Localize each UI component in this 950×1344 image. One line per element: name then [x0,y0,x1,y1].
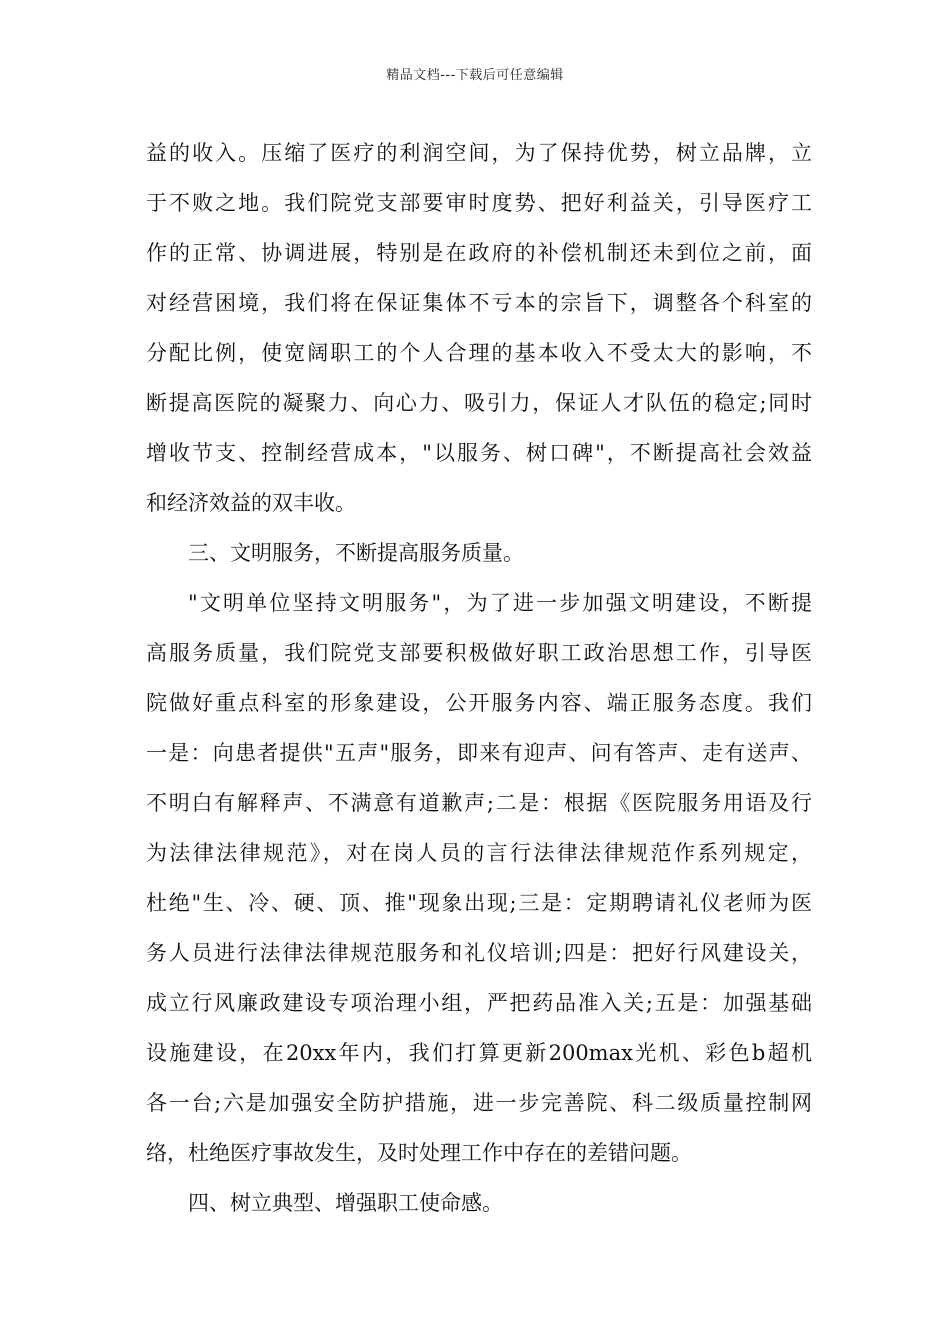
text-line: 益的收入。压缩了医疗的利润空间，为了保持优势，树立品牌，立 [146,141,812,165]
text-line: 增收节支、控制经营成本，"以服务、树口碑"，不断提高社会效益 [146,441,812,465]
text-line: 对经营困境，我们将在保证集体不亏本的宗旨下，调整各个科室的 [146,291,812,315]
text-line: 务人员进行法律法律规范服务和礼仪培训;四是：把好行风建设关， [146,941,812,965]
text-line: 不明白有解释声、不满意有道歉声;二是：根据《医院服务用语及行 [146,791,812,815]
document-body [146,128,812,1228]
text-line: 作的正常、协调进展，特别是在政府的补偿机制还未到位之前，面 [146,241,812,265]
page-header: 精品文档---下载后可任意编辑 [386,68,564,83]
text-line: 络，杜绝医疗事故发生，及时处理工作中存在的差错问题。 [146,1141,692,1165]
text-line: 断提高医院的凝聚力、向心力、吸引力，保证人才队伍的稳定;同时 [146,391,812,415]
text-line: "文明单位坚持文明服务"，为了进一步加强文明建设，不断提 [188,591,812,615]
section-heading: 三、文明服务，不断提高服务质量。 [188,541,524,565]
text-line: 杜绝"生、冷、硬、顶、推"现象出现;三是：定期聘请礼仪老师为医 [146,891,812,915]
text-line: 设施建设，在20xx年内，我们打算更新200max光机、彩色b超机 [146,1041,812,1065]
text-line: 于不败之地。我们院党支部要审时度势、把好利益关，引导医疗工 [146,191,812,215]
text-line: 各一台;六是加强安全防护措施，进一步完善院、科二级质量控制网 [146,1091,812,1115]
text-line: 一是：向患者提供"五声"服务，即来有迎声、问有答声、走有送声、 [146,741,812,765]
text-line: 分配比例，使宽阔职工的个人合理的基本收入不受太大的影响，不 [146,341,812,365]
text-line: 高服务质量，我们院党支部要积极做好职工政治思想工作，引导医 [146,641,812,665]
section-heading: 四、树立典型、增强职工使命感。 [188,1191,503,1215]
text-line: 院做好重点科室的形象建设，公开服务内容、端正服务态度。我们 [146,691,812,715]
text-line: 和经济效益的双丰收。 [146,491,356,515]
text-line: 为法律法律规范》，对在岗人员的言行法律法律规范作系列规定， [146,841,812,865]
text-line: 成立行风廉政建设专项治理小组，严把药品准入关;五是：加强基础 [146,991,812,1015]
